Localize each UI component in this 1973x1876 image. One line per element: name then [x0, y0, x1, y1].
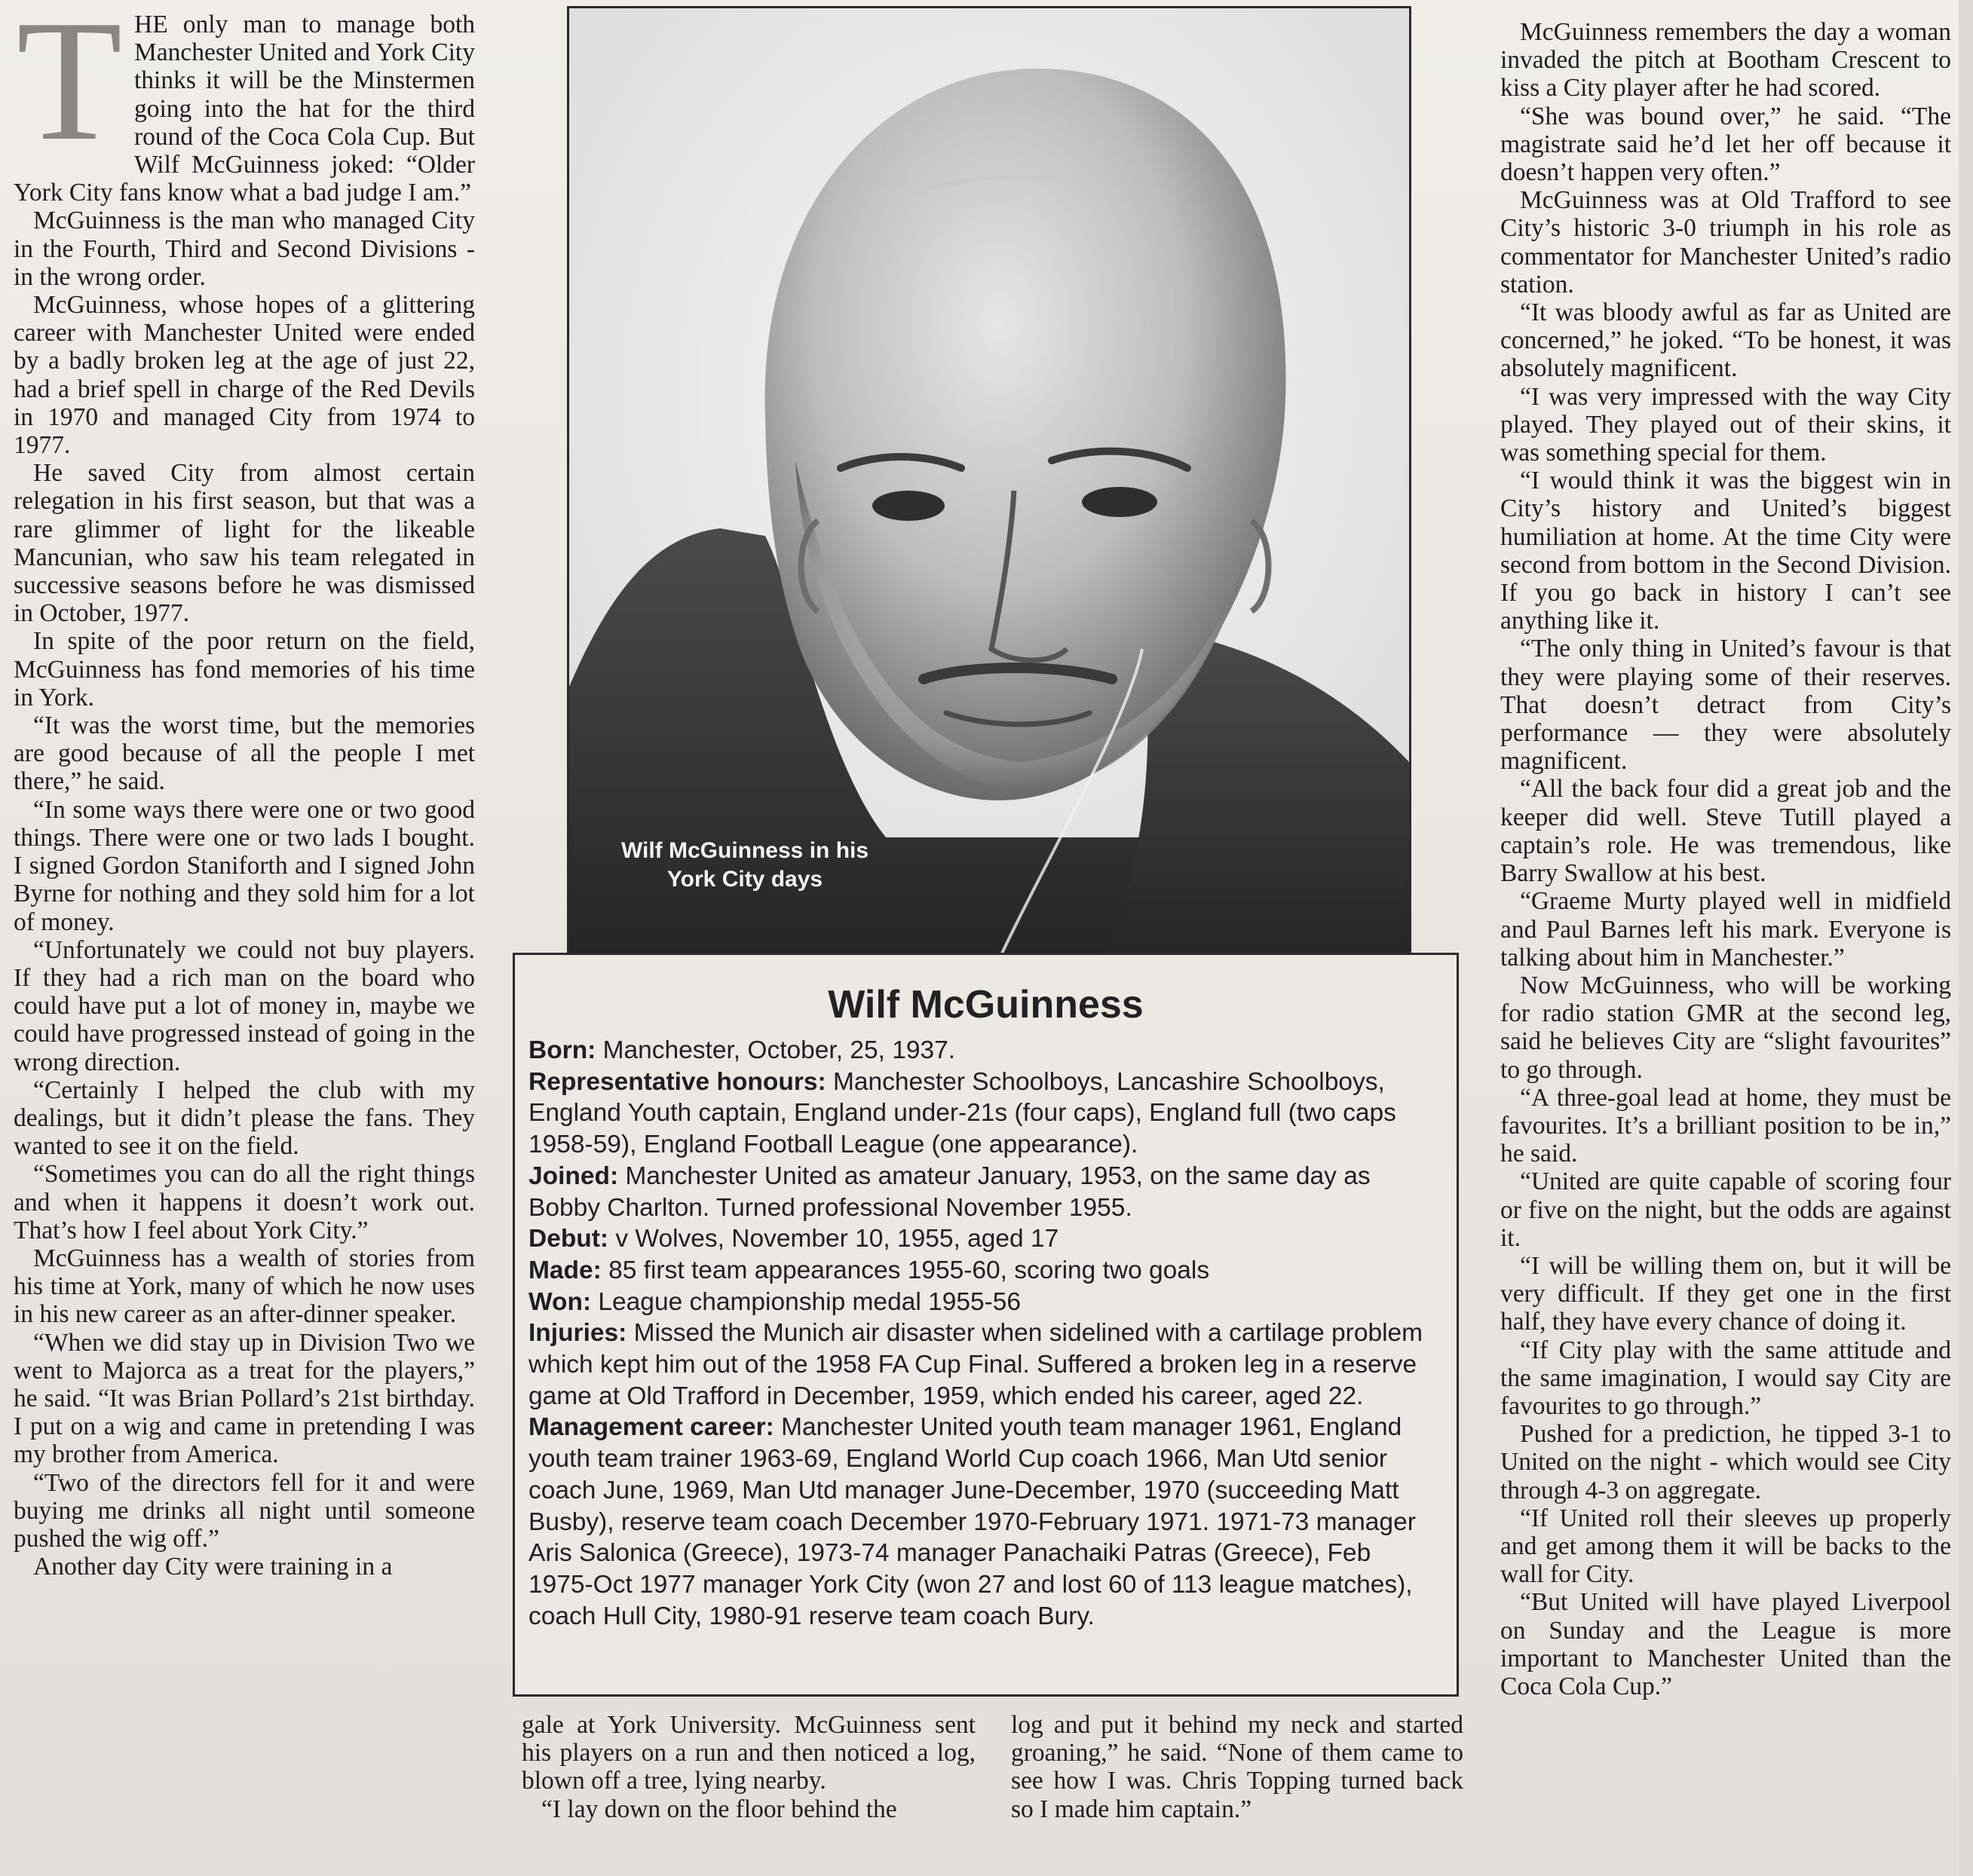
article-column-middle-b — [1011, 1711, 1463, 1869]
paragraph: Another day City were training in a — [33, 1553, 393, 1581]
entry-text: v Wolves, November 10, 1955, aged 17 — [608, 1225, 1059, 1253]
factbox-entry-born — [528, 1035, 1429, 1067]
paragraph: “Sometimes you can do all the right things and when it happens it doesn’t work out. That’s how I feel about York City.” — [14, 1160, 475, 1244]
entry-text: Manchester United youth team manager 1961, England youth team trainer 1963-69, England World Cup coach 1966, Man Utd senior coach June, 1969, Man Utd manager June-December, 1970 (succeeding Matt Busby), reserve team coach December 1970-February 1971. 1971-73 manager Aris Salonica (Greece), 1973-74 manager Panachaiki Patras (Greece), Feb 1975-Oct 1977 manager York City (won 27 and lost 60 of 113 league matches), coach Hull City, 1980-91 reserve team coach Bury. — [528, 1413, 1416, 1630]
portrait-photo — [567, 6, 1411, 978]
entry-label: Born: — [528, 1036, 596, 1064]
paragraph: McGuinness remembers the day a woman invaded the pitch at Bootham Crescent to kiss a City player after he had scored. — [1500, 18, 1951, 103]
paragraph: Pushed for a prediction, he tipped 3-1 to United on the night - which would see City through 4-3 on aggregate. — [1500, 1420, 1951, 1504]
paragraph: “I was very impressed with the way City played. They played out of their skins, it was something special for them. — [1500, 382, 1951, 467]
paragraph: “All the back four did a great job and the keeper did well. Steve Tutill played a captain’s role. He was tremendous, like Barry Swallow at his best. — [1500, 775, 1951, 888]
paragraph: “A three-goal lead at home, they must be favourites. It’s a brilliant position to be in,” he said. — [1500, 1083, 1951, 1168]
article-column-left — [14, 11, 475, 1872]
factbox-entry-debut — [528, 1223, 1429, 1255]
paragraph: McGuinness, whose hopes of a glittering career with Manchester United were ended by a badly broken leg at the age of just 22, had a brief spell in charge of the Red Devils in 1970 and managed City from 1974 to 1977. — [14, 291, 475, 460]
factbox-entry-injuries — [528, 1317, 1429, 1412]
entry-label: Injuries: — [528, 1319, 627, 1348]
page-edge — [1959, 0, 1973, 1876]
photo-caption: Wilf McGuinness in his York City days — [620, 838, 869, 892]
entry-text: 85 first team appearances 1955-60, scoring two goals — [601, 1256, 1210, 1284]
paragraph: McGuinness is the man who managed City in the Fourth, Third and Second Divisions - in the wrong order. — [14, 207, 475, 291]
article-lead — [14, 11, 475, 207]
paragraph: “If City play with the same attitude and the same imagination, I would say City are favourites to go through.” — [1500, 1336, 1951, 1420]
paragraph: “She was bound over,” he said. “The magistrate said he’d let her off because it doesn’t happen very often.” — [1500, 102, 1951, 187]
entry-text: Missed the Munich air disaster when sidelined with a cartilage problem which kept him out of the 1958 FA Cup Final. Suffered a broken leg in a reserve game at Old Trafford in December, 1959, which ended his career, aged 22. — [528, 1319, 1423, 1410]
paragraph: gale at York University. McGuinness sent his players on a run and then noticed a log, blown off a tree, lying nearby. — [522, 1711, 976, 1795]
entry-text: Manchester Schoolboys, Lancashire Schoolboys, England Youth captain, England under-21s (four caps), England full (two caps 1958-59), England Football League (one appearance). — [528, 1067, 1396, 1159]
article-column-middle-a — [522, 1711, 976, 1869]
factbox-title: Wilf McGuinness — [828, 983, 1144, 1027]
paragraph: “Unfortunately we could not buy players. If they had a rich man on the board who could have put a lot of money in, maybe we could have progressed instead of going in the wrong direction. — [14, 935, 475, 1076]
paragraph: In spite of the poor return on the field, McGuinness has fond memories of his time in York. — [14, 627, 475, 712]
entry-label: Made: — [528, 1256, 602, 1284]
entry-label: Representative honours: — [528, 1067, 826, 1096]
paragraph: “I will be willing them on, but it will be very difficult. If they get one in the first half, they have every chance of doing it. — [1500, 1251, 1951, 1336]
factbox-entry-won — [528, 1287, 1429, 1318]
paragraph: “In some ways there were one or two good things. There were one or two lads I bought. I signed Gordon Staniforth and I signed John Byrne for nothing and they sold him for a lot of money. — [14, 795, 475, 936]
entry-label: Won: — [528, 1287, 592, 1316]
entry-label: Debut: — [528, 1225, 609, 1253]
paragraph: He saved City from almost certain relegation in his first season, but that was a rare glimmer of light for the likeable Mancunian, who saw his team relegated in successive seasons before he was dismissed in October, 1977. — [14, 459, 475, 628]
paragraph: log and put it behind my neck and started groaning,” he said. “None of them came to see how I was. Chris Topping turned back so I made him captain.” — [1011, 1711, 1463, 1823]
paragraph: “It was the worst time, but the memories are good because of all the people I met there,” he said. — [14, 712, 475, 796]
paragraph: “Certainly I helped the club with my dealings, but it didn’t please the fans. They wanted to see it on the field. — [14, 1076, 475, 1161]
drop-cap: T — [16, 11, 123, 176]
factbox-entry-made — [528, 1255, 1429, 1287]
paragraph: “The only thing in United’s favour is that they were playing some of their reserves. That doesn’t detract from City’s performance — they were absolutely magnificent. — [1500, 635, 1951, 776]
paragraph: “United are quite capable of scoring four or five on the night, but the odds are against it. — [1500, 1168, 1951, 1252]
entry-text: Manchester, October, 25, 1937. — [596, 1036, 956, 1064]
entry-text: Manchester United as amateur January, 1953, on the same day as Bobby Charlton. Turned professional November 1955. — [528, 1161, 1371, 1222]
paragraph: Now McGuinness, who will be working for radio station GMR at the second leg, said he believes City are “slight favourites” to go through. — [1500, 971, 1951, 1084]
factbox-entry-joined — [528, 1161, 1429, 1223]
paragraph: “If United roll their sleeves up properly and get among them it will be backs to the wall for City. — [1500, 1504, 1951, 1589]
paragraph: “Graeme Murty played well in midfield and Paul Barnes left his mark. Everyone is talking about him in Manchester.” — [1500, 887, 1951, 972]
paragraph: “I lay down on the floor behind the — [541, 1795, 897, 1823]
paragraph: “I would think it was the biggest win in City’s history and United’s biggest humiliation at home. At the time City were second from bottom in the Second Division. If you go back in history I can’t see anything like it. — [1500, 467, 1951, 635]
article-column-right — [1500, 18, 1951, 1868]
profile-factbox — [513, 953, 1459, 1697]
paragraph: “Two of the directors fell for it and were buying me drinks all night until someone pushed the wig off.” — [14, 1468, 475, 1553]
entry-label: Management career: — [528, 1413, 774, 1442]
lead-paragraph: HE only man to manage both Manchester United and York City thinks it will be the Minstermen going into the hat for the third round of the Coca Cola Cup. But Wilf McGuinness joked: “Older York City fans know what a bad judge I am.” — [14, 11, 475, 207]
factbox-body — [528, 1035, 1429, 1632]
paragraph: “It was bloody awful as far as United are concerned,” he joked. “To be honest, it was absolutely magnificent. — [1500, 298, 1951, 383]
portrait-image — [569, 8, 1409, 976]
paragraph: “But United will have played Liverpool on Sunday and the League is more important to Manchester United than the Coca Cola Cup.” — [1500, 1588, 1951, 1700]
entry-text: League championship medal 1955-56 — [591, 1287, 1022, 1316]
factbox-entry-honours — [528, 1067, 1429, 1161]
paragraph: “When we did stay up in Division Two we went to Majorca as a treat for the players,” he said. “It was Brian Pollard’s 21st birthday. I put on a wig and came in pretending I was my brother from America. — [14, 1328, 475, 1469]
paragraph: McGuinness has a wealth of stories from his time at York, many of which he now uses in his new career as an after-dinner speaker. — [14, 1244, 475, 1329]
factbox-entry-management — [528, 1412, 1429, 1632]
paragraph: McGuinness was at Old Trafford to see City’s historic 3-0 triumph in his role as commentator for Manchester United’s radio station. — [1500, 186, 1951, 298]
entry-label: Joined: — [528, 1161, 619, 1190]
